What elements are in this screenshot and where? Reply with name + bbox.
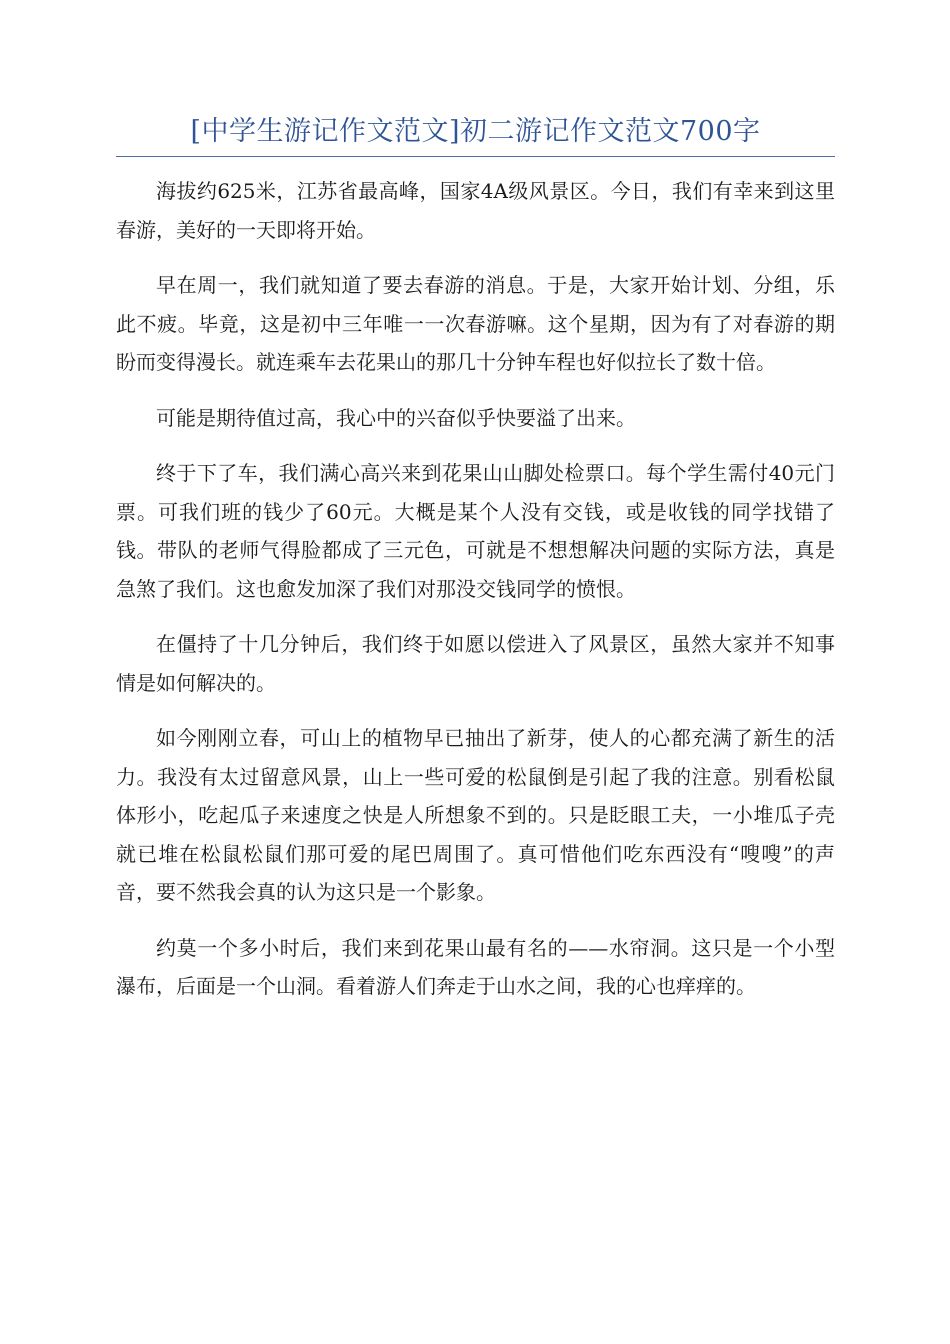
document-body — [116, 172, 835, 1023]
paragraph-4: 终于下了车，我们满心高兴来到花果山山脚处检票口。每个学生需付40元门票。可我们班的钱少了60元。大概是某个人没有交钱，或是收钱的同学找错了钱。带队的老师气得脸都成了三元色，可就是不想想解决问题的实际方法，真是急煞了我们。这也愈发加深了我们对那没交钱同学的愤恨。 — [116, 461, 835, 601]
paragraph-3: 可能是期待值过高，我心中的兴奋似乎快要溢了出来。 — [156, 405, 636, 430]
document-title: [中学生游记作文范文]初二游记作文范文700字 — [190, 116, 761, 147]
paragraph-5: 在僵持了十几分钟后，我们终于如愿以偿进入了风景区，虽然大家并不知事情是如何解决的。 — [116, 632, 835, 695]
paragraph-6: 如今刚刚立春，可山上的植物早已抽出了新芽，使人的心都充满了新生的活力。我没有太过留意风景，山上一些可爱的松鼠倒是引起了我的注意。别看松鼠体形小，吃起瓜子来速度之快是人所想象不到的。只是眨眼工夫，一小堆瓜子壳就已堆在松鼠松鼠们那可爱的尾巴周围了。真可惜他们吃东西没有“嗖嗖”的声音，要不然我会真的认为这只是一个影象。 — [116, 726, 835, 904]
paragraph-1: 海拔约625米，江苏省最高峰，国家4A级风景区。今日，我们有幸来到这里春游，美好的一天即将开始。 — [116, 179, 835, 242]
paragraph-7: 约莫一个多小时后，我们来到花果山最有名的——水帘洞。这只是一个小型瀑布，后面是一个山洞。看着游人们奔走于山水之间，我的心也痒痒的。 — [116, 935, 835, 998]
paragraph-2: 早在周一，我们就知道了要去春游的消息。于是，大家开始计划、分组，乐此不疲。毕竟，这是初中三年唯一一次春游嘛。这个星期，因为有了对春游的期盼而变得漫长。就连乘车去花果山的那几十分钟车程也好似拉长了数十倍。 — [116, 273, 835, 374]
document-header — [116, 112, 835, 157]
